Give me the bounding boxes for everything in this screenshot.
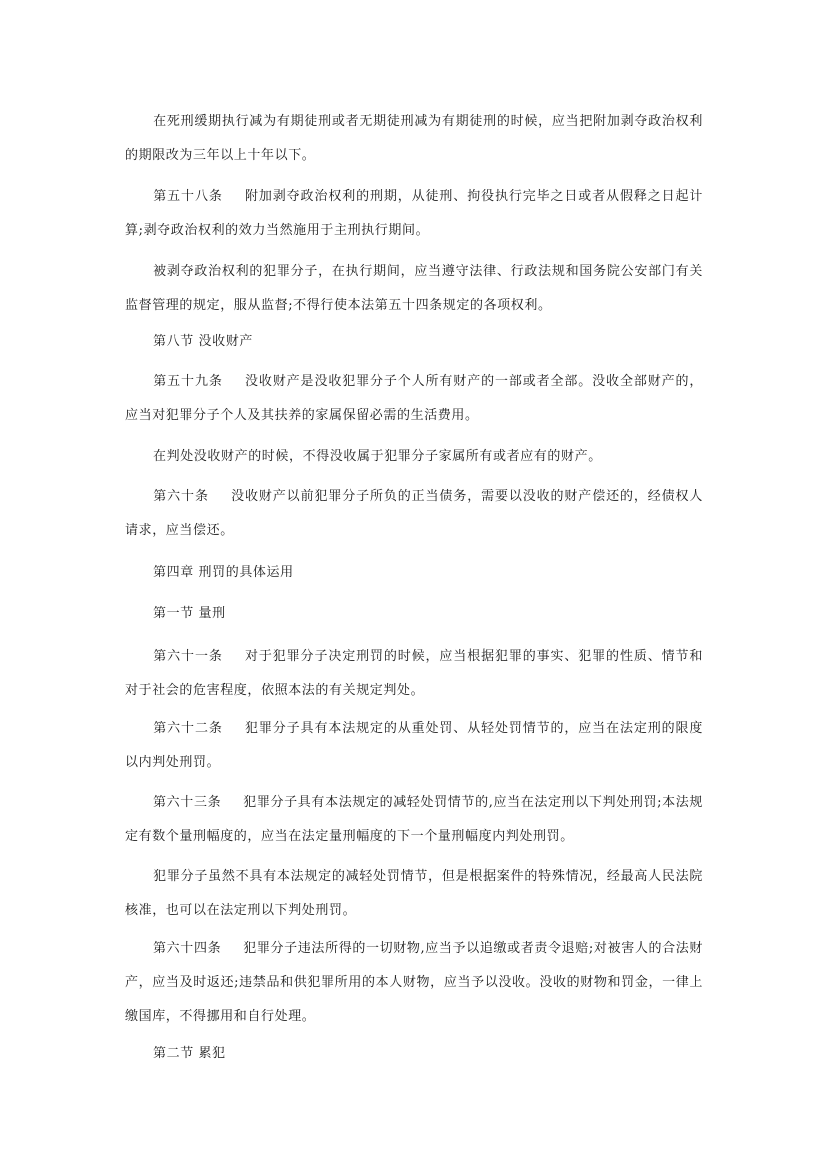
article-number: 第六十一条 xyxy=(153,649,223,664)
article-64 xyxy=(125,932,703,1034)
section-heading xyxy=(125,1037,703,1071)
article-number: 第五十九条 xyxy=(153,374,223,389)
article-58 xyxy=(125,180,703,248)
paragraph-text: 犯罪分子具有本法规定的从重处罚、从轻处罚情节的，应当在法定刑的限度以内判处刑罚。 xyxy=(125,721,703,770)
chapter-title: 第四章 刑罚的具体运用 xyxy=(153,565,294,580)
paragraph xyxy=(125,105,703,173)
article-number: 第六十二条 xyxy=(153,721,223,736)
article-number: 第六十条 xyxy=(153,489,209,504)
article-60 xyxy=(125,480,703,548)
section-title: 第一节 量刑 xyxy=(153,606,226,621)
section-heading xyxy=(125,325,703,359)
paragraph-text: 附加剥夺政治权利的刑期，从徒刑、拘役执行完毕之日或者从假释之日起计算;剥夺政治权利的效力当然施用于主刑执行期间。 xyxy=(125,189,703,238)
article-number: 第六十三条 xyxy=(153,795,222,810)
paragraph-text: 没收财产是没收犯罪分子个人所有财产的一部或者全部。没收全部财产的，应当对犯罪分子个人及其扶养的家属保留必需的生活费用。 xyxy=(125,374,703,423)
paragraph-text: 没收财产以前犯罪分子所负的正当债务，需要以没收的财产偿还的，经债权人请求，应当偿还。 xyxy=(125,489,703,538)
paragraph-text: 被剥夺政治权利的犯罪分子，在执行期间，应当遵守法律、行政法规和国务院公安部门有关监督管理的规定，服从监督;不得行使本法第五十四条规定的各项权利。 xyxy=(125,264,703,313)
section-heading xyxy=(125,597,703,631)
article-number: 第六十四条 xyxy=(153,941,222,956)
article-61 xyxy=(125,640,703,708)
paragraph xyxy=(125,440,703,474)
paragraph-text: 犯罪分子违法所得的一切财物,应当予以追缴或者责令退赔;对被害人的合法财产，应当及时返还;违禁品和供犯罪所用的本人财物，应当予以没收。没收的财物和罚金，一律上缴国库，不得挪用和自行处理。 xyxy=(125,941,703,1024)
paragraph-text: 在死刑缓期执行减为有期徒刑或者无期徒刑减为有期徒刑的时候，应当把附加剥夺政治权利的期限改为三年以上十年以下。 xyxy=(125,114,703,163)
paragraph-text: 在判处没收财产的时候，不得没收属于犯罪分子家属所有或者应有的财产。 xyxy=(153,449,602,464)
paragraph-text: 犯罪分子具有本法规定的减轻处罚情节的,应当在法定刑以下判处刑罚;本法规定有数个量刑幅度的，应当在法定量刑幅度的下一个量刑幅度内判处刑罚。 xyxy=(125,795,703,844)
paragraph-text: 犯罪分子虽然不具有本法规定的减轻处罚情节，但是根据案件的特殊情况，经最高人民法院核准，也可以在法定刑以下判处刑罚。 xyxy=(125,869,703,918)
article-number: 第五十八条 xyxy=(153,189,223,204)
paragraph xyxy=(125,860,703,928)
chapter-heading xyxy=(125,556,703,590)
paragraph-text: 对于犯罪分子决定刑罚的时候，应当根据犯罪的事实、犯罪的性质、情节和对于社会的危害程度，依照本法的有关规定判处。 xyxy=(125,649,703,698)
article-62 xyxy=(125,712,703,780)
section-title: 第二节 累犯 xyxy=(153,1046,226,1061)
section-title: 第八节 没收财产 xyxy=(153,334,253,349)
article-59 xyxy=(125,365,703,433)
article-63 xyxy=(125,786,703,854)
paragraph xyxy=(125,255,703,323)
